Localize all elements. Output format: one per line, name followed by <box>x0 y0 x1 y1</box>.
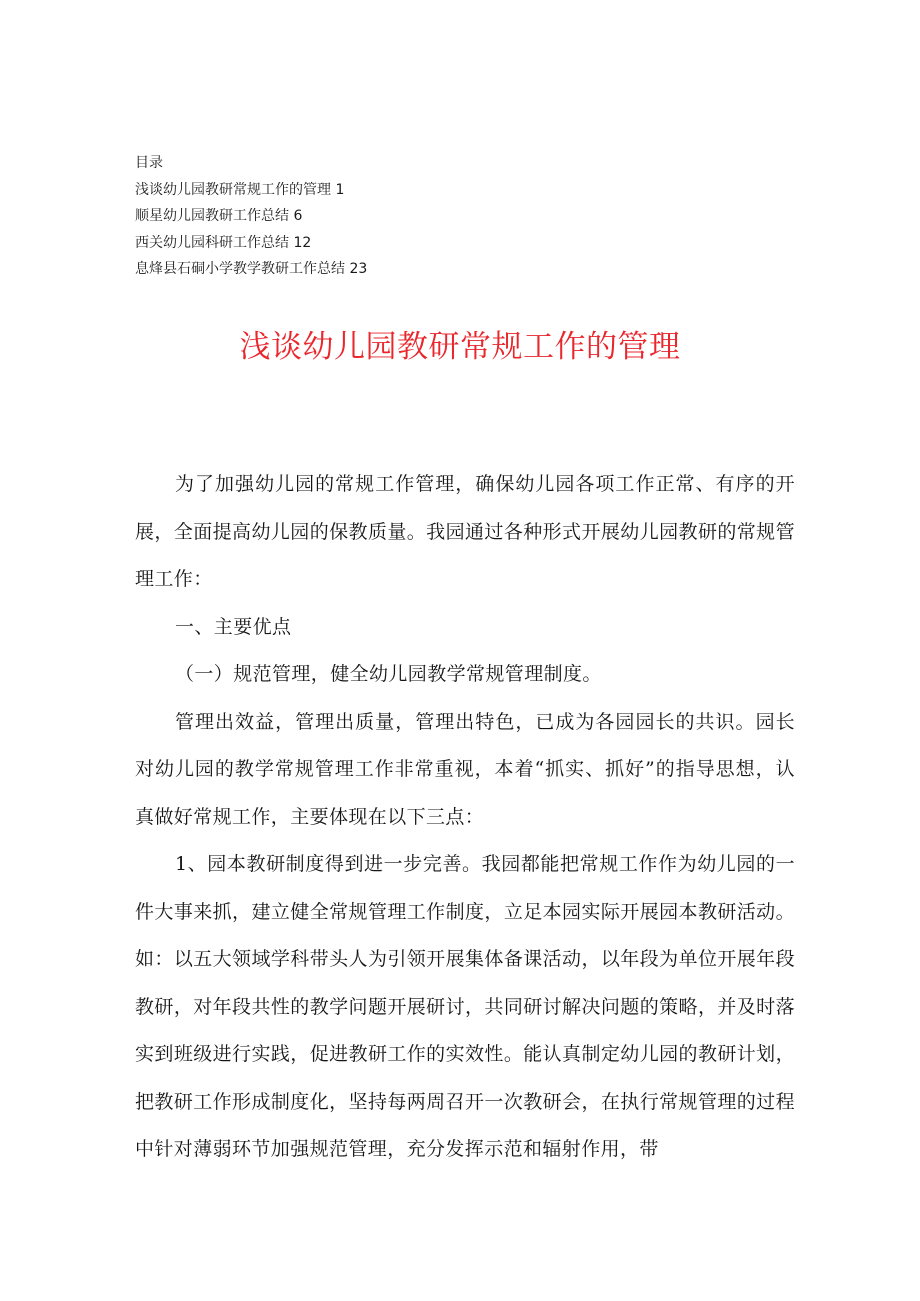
section-heading: 一、主要优点 <box>175 615 292 638</box>
toc-entry[interactable]: 息烽县石硐小学教学教研工作总结 23 <box>135 261 368 277</box>
table-of-contents <box>135 150 735 283</box>
intro-paragraph: 为了加强幼儿园的常规工作管理，确保幼儿园各项工作正常、有序的开展，全面提高幼儿园的保教质量。我园通过各种形式开展幼儿园教研的常规管理工作： <box>135 473 795 590</box>
toc-entry[interactable]: 浅谈幼儿园教研常规工作的管理 1 <box>135 181 345 198</box>
body-paragraph: 1、园本教研制度得到进一步完善。我园都能把常规工作作为幼儿园的一件大事来抓，建立健全常规管理工作制度，立足本园实际开展园本教研活动。如：以五大领域学科带头人为引领开展集体备课活动，以年段为单位开展年段教研，对年段共性的教学问题开展研讨，共同研讨解决问题的策略，并及时落实到班级进行实践，促进教研工作的实效性。能认真制定幼儿园的教研计划，把教研工作形成制度化，坚持每两周召开一次教研会，在执行常规管理的过程中针对薄弱环节加强规范管理，充分发挥示范和辐射作用，带 <box>135 853 795 1160</box>
toc-entry[interactable]: 顺星幼儿园教研工作总结 6 <box>135 208 303 224</box>
document-title: 浅谈幼儿园教研常规工作的管理 <box>239 329 681 365</box>
toc-entry[interactable]: 西关幼儿园科研工作总结 12 <box>135 234 312 251</box>
subsection-heading: （一）规范管理，健全幼儿园教学常规管理制度。 <box>175 663 602 685</box>
toc-heading: 目录 <box>135 155 163 171</box>
document-body <box>135 461 795 1174</box>
body-paragraph: 管理出效益，管理出质量，管理出特色，已成为各园园长的共识。园长对幼儿园的教学常规管理工作非常重视，本着“抓实、抓好”的指导思想，认真做好常规工作，主要体现在以下三点： <box>135 710 795 828</box>
